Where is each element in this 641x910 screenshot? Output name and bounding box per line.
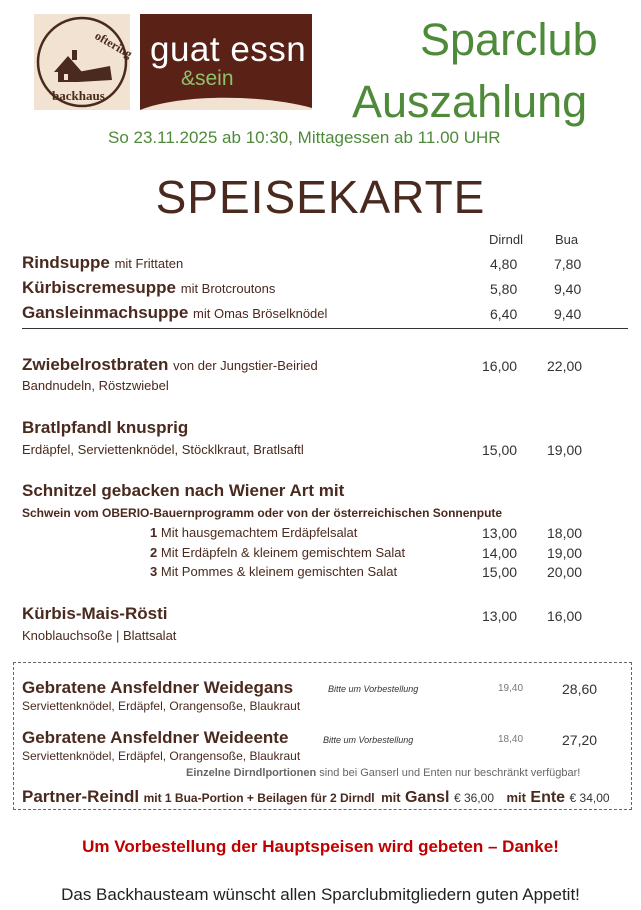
dish-name: Kürbis-Mais-Rösti	[22, 604, 168, 623]
price-bua: 16,00	[547, 608, 583, 624]
main-item-bratlpfandl	[22, 418, 188, 438]
price-dirndl: 13,00	[482, 608, 518, 624]
portion-note	[186, 767, 580, 779]
price-bua: 18,00	[547, 525, 583, 541]
dish-description: Serviettenknödel, Erdäpfel, Orangensoße, Blaukraut	[22, 749, 301, 763]
schnitzel-option	[150, 525, 357, 540]
dish-name: Gansleinmachsuppe	[22, 303, 189, 322]
price-bua: 7,80	[554, 256, 582, 272]
special-item-gans	[22, 678, 293, 698]
dish-name: Schnitzel gebacken nach Wiener Art mit	[22, 481, 345, 500]
price-bua: 19,00	[547, 442, 583, 458]
soup-item	[22, 303, 327, 323]
dish-name: Gebratene Ansfeldner Weideente	[22, 728, 289, 747]
soup-item	[22, 278, 275, 298]
dish-name: Kürbiscremesuppe	[22, 278, 176, 297]
schnitzel-subtitle: Schwein vom OBERIO-Bauernprogramm oder von der österreichischen Sonnenpute	[22, 506, 503, 520]
event-date: So 23.11.2025 ab 10:30, Mittagessen ab 11.00 UHR	[108, 128, 501, 147]
option-text: Mit hausgemachtem Erdäpfelsalat	[160, 525, 358, 540]
backhaus-logo-graphic	[34, 14, 135, 110]
gansl-label: Gansl	[405, 789, 450, 806]
dish-extra: mit Omas Bröselknödel	[193, 306, 328, 321]
logo-and-sein: &sein	[181, 67, 234, 90]
backhaus-logo	[34, 14, 135, 110]
dish-name: Zwiebelrostbraten	[22, 355, 169, 374]
price-bua: 9,40	[554, 306, 582, 322]
price-bua: 22,00	[547, 358, 583, 374]
dish-extra: von der Jungstier-Beiried	[173, 358, 318, 373]
logo-guat-essn: guat essn	[150, 30, 307, 69]
main-item-roesti	[22, 604, 167, 624]
col-bua: Bua	[555, 232, 579, 247]
title-auszahlung: Auszahlung	[352, 76, 588, 127]
schnitzel-option	[150, 545, 405, 560]
dish-description: Serviettenknödel, Erdäpfel, Orangensoße, Blaukraut	[22, 699, 301, 713]
price-dirndl: 4,80	[490, 256, 518, 272]
partner-reindl-row	[22, 787, 610, 807]
main-item-schnitzel	[22, 481, 344, 501]
dish-name: Bratlpfandl knusprig	[22, 418, 189, 437]
option-text: Mit Erdäpfeln & kleinem gemischtem Salat	[160, 545, 406, 560]
dish-description: Erdäpfel, Serviettenknödel, Stöcklkraut, Bratlsaftl	[22, 442, 304, 457]
dish-name: Gebratene Ansfeldner Weidegans	[22, 678, 294, 697]
mit-label: mit	[381, 790, 401, 805]
guat-essn-logo	[140, 14, 312, 110]
ente-label: Ente	[530, 789, 566, 806]
dish-name: Partner-Reindl	[22, 787, 140, 806]
ente-price: € 34,00	[569, 791, 610, 805]
logo-wave	[140, 94, 312, 110]
price-bua: 20,00	[547, 564, 583, 580]
price-dirndl: 19,40	[498, 683, 524, 694]
schnitzel-option	[150, 564, 397, 579]
col-dirndl: Dirndl	[489, 232, 523, 247]
price-dirndl: 15,00	[482, 442, 518, 458]
logo-top-text: oftering	[92, 28, 135, 61]
price-dirndl: 14,00	[482, 545, 518, 561]
divider	[22, 328, 628, 329]
preorder-note: Bitte um Vorbestellung	[323, 735, 414, 745]
option-number: 2	[150, 545, 158, 560]
price-dirndl: 5,80	[490, 281, 518, 297]
price-bua: 27,20	[562, 732, 598, 748]
dish-name: Rindsuppe	[22, 253, 110, 272]
title-sparclub: Sparclub	[420, 14, 598, 65]
dish-description: Knoblauchsoße | Blattsalat	[22, 628, 177, 643]
option-number: 1	[150, 525, 158, 540]
price-dirndl: 6,40	[490, 306, 518, 322]
main-item-rostbraten	[22, 355, 318, 375]
menu-title: SPEISEKARTE	[155, 171, 486, 223]
dish-extra: mit Brotcroutons	[180, 281, 276, 296]
special-item-ente	[22, 728, 288, 748]
mit-label: mit	[506, 790, 526, 805]
closing-message: Das Backhausteam wünscht allen Sparclubmitgliedern guten Appetit!	[61, 885, 580, 904]
price-bua: 9,40	[554, 281, 582, 297]
soup-item	[22, 253, 183, 273]
portion-note-bold: Einzelne Dirndlportionen	[186, 767, 317, 779]
price-dirndl: 15,00	[482, 564, 518, 580]
price-dirndl: 18,40	[498, 734, 524, 745]
option-number: 3	[150, 564, 158, 579]
price-dirndl: 13,00	[482, 525, 518, 541]
portion-note-rest: sind bei Ganserl und Enten nur beschränkt verfügbar!	[319, 767, 581, 779]
logo-bottom-text: backhaus	[52, 88, 105, 103]
gansl-price: € 36,00	[453, 791, 494, 805]
price-bua: 28,60	[562, 681, 598, 697]
preorder-note: Bitte um Vorbestellung	[328, 684, 419, 694]
price-dirndl: 16,00	[482, 358, 518, 374]
price-bua: 19,00	[547, 545, 583, 561]
option-text: Mit Pommes & kleinem gemischten Salat	[160, 564, 398, 579]
preorder-request: Um Vorbestellung der Hauptspeisen wird gebeten – Danke!	[82, 837, 559, 856]
dish-extra: mit 1 Bua-Portion + Beilagen für 2 Dirndl	[143, 791, 375, 805]
dish-description: Bandnudeln, Röstzwiebel	[22, 378, 169, 393]
dish-extra: mit Frittaten	[114, 256, 184, 271]
